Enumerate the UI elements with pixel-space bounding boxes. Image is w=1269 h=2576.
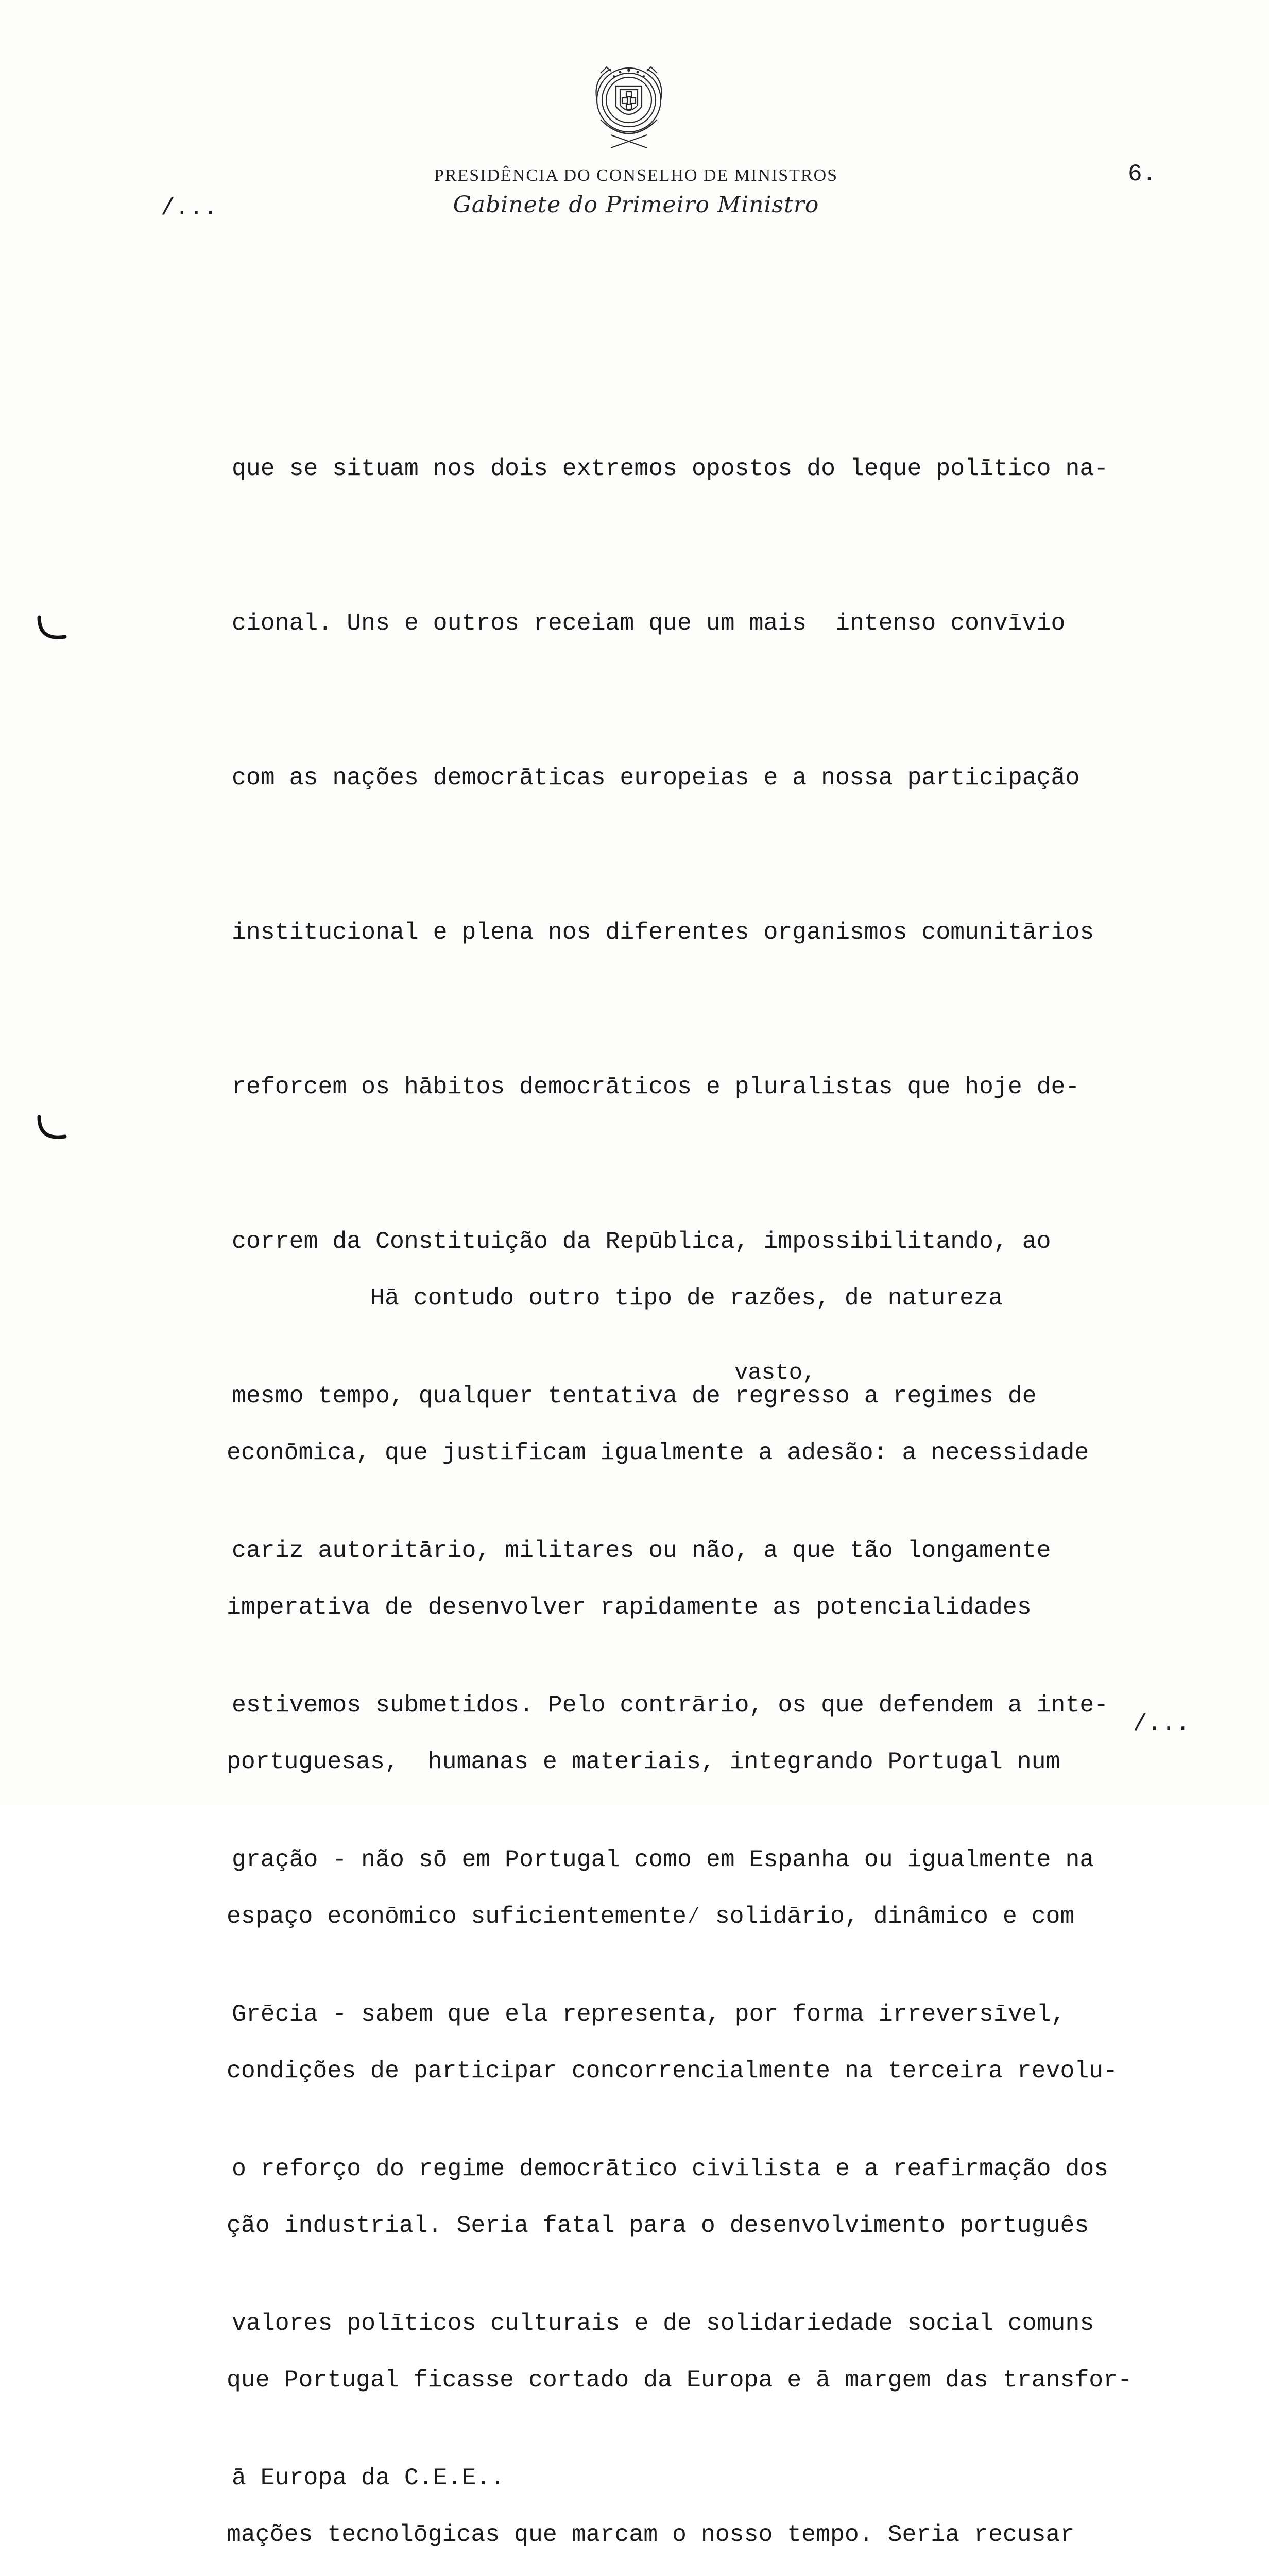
text-line: mações tecnolōgicas que marcam o nosso tempo. Seria recusar bbox=[227, 2521, 1075, 2548]
page-number: 6. bbox=[1128, 161, 1157, 188]
text-line: correm da Constituição da Repūblica, impossibilitando, ao bbox=[232, 1228, 1051, 1255]
text-line: cional. Uns e outros receiam que um mais intenso convīvio bbox=[232, 609, 1066, 637]
hole-punch-mark-icon bbox=[36, 1113, 68, 1145]
text-line: com as nações democrāticas europeias e a nossa participação bbox=[232, 764, 1080, 791]
text-line: reforcem os hābitos democrāticos e pluralistas que hoje de- bbox=[232, 1073, 1080, 1100]
text-line: institucional e plena nos diferentes organismos comunitārios bbox=[232, 919, 1094, 946]
text-line: Grēcia - sabem que ela representa, por forma irreversīvel, bbox=[232, 2001, 1066, 2028]
text-line: cariz autoritārio, militares ou não, a que tão longamente bbox=[232, 1537, 1051, 1564]
handwritten-insertion: vasto, bbox=[734, 1360, 816, 1386]
text-line: ā Europa da C.E.E.. bbox=[232, 2464, 505, 2492]
text-line: ção industrial. Seria fatal para o desenvolvimento português bbox=[227, 2212, 1089, 2239]
text-line: estivemos submetidos. Pelo contrārio, os que defendem a inte- bbox=[232, 1691, 1109, 1719]
continuation-mark-top: /... bbox=[161, 195, 218, 222]
text-line: econōmica, que justificam igualmente a adesão: a necessidade bbox=[227, 1439, 1089, 1466]
hole-punch-mark-icon bbox=[36, 613, 68, 645]
letterhead-subtitle: Gabinete do Primeiro Ministro bbox=[453, 192, 819, 218]
text-line: Hā contudo outro tipo de razões, de natureza bbox=[227, 1284, 1003, 1312]
text-line: condições de participar concorrencialmente na terceira revolu- bbox=[227, 2057, 1118, 2084]
text-line: imperativa de desenvolver rapidamente as potencialidades bbox=[227, 1594, 1032, 1621]
text-line: que se situam nos dois extremos opostos do leque polītico na- bbox=[232, 455, 1109, 482]
paragraph-2 bbox=[227, 1170, 1132, 2576]
text-line: que Portugal ficasse cortado da Europa e ā margem das transfor- bbox=[227, 2366, 1132, 2394]
coat-of-arms-icon bbox=[580, 58, 678, 161]
letterhead-title: PRESIDÊNCIA DO CONSELHO DE MINISTROS bbox=[434, 166, 838, 185]
text-line: o reforço do regime democrātico civilista e a reafirmação dos bbox=[232, 2155, 1109, 2182]
text-line: espaço econōmico suficientemente⁄ solidārio, dinâmico e com bbox=[227, 1903, 1075, 1930]
continuation-mark-bottom: /... bbox=[1133, 1710, 1190, 1737]
text-line: portuguesas, humanas e materiais, integrando Portugal num bbox=[227, 1748, 1060, 1775]
text-line: mesmo tempo, qualquer tentativa de regresso a regimes de bbox=[232, 1382, 1037, 1410]
text-line: valores polīticos culturais e de solidariedade social comuns bbox=[232, 2310, 1094, 2337]
text-line: gração - não sō em Portugal como em Espanha ou igualmente na bbox=[232, 1846, 1094, 1873]
